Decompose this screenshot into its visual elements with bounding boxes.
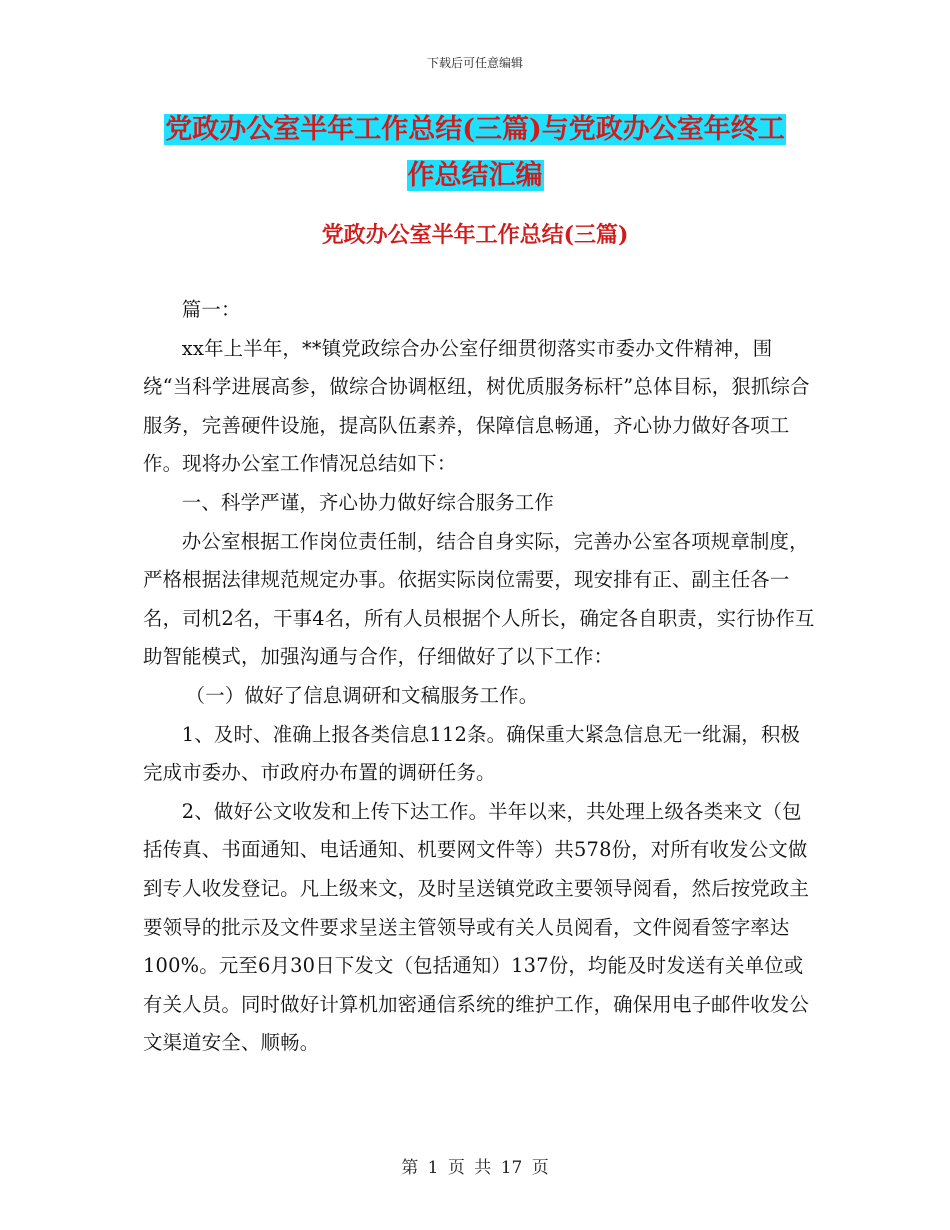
subsection-heading: （一）做好了信息调研和文稿服务工作。 xyxy=(185,683,539,707)
paragraph: 1、及时、准确上报各类信息112条。确保重大紧急信息无一纰漏，积极完成市委办、市政府办布置的调研任务。 xyxy=(143,722,801,785)
section-title: 党政办公室半年工作总结(三篇) xyxy=(321,222,629,248)
paragraph: xx年上半年，**镇党政综合办公室仔细贯彻落实市委办文件精神，围绕“当科学进展高参，做综合协调枢纽，树优质服务标杆”总体目标，狠抓综合服务，完善硬件设施，提高队伍素养，保障信息畅通，齐心协力做好各项工作。现将办公室工作情况总结如下： xyxy=(143,336,810,476)
paragraph: 2、做好公文收发和上传下达工作。半年以来，共处理上级各类来文（包括传真、书面通知、电话通知、机要网文件等）共578份，对所有收发公文做到专人收发登记。凡上级来文，及时呈送镇党政主要领导阅看，然后按党政主要领导的批示及文件要求呈送主管领导或有关人员阅看，文件阅看签字率达100%。元至6月30日下发文（包括通知）137份，均能及时发送有关单位或有关人员。同时做好计算机加密通信系统的维护工作，确保用电子邮件收发公文渠道安全、顺畅。 xyxy=(143,799,810,1055)
main-title-line1: 党政办公室半年工作总结(三篇)与党政办公室年终工 xyxy=(165,114,785,145)
main-title-line2: 作总结汇编 xyxy=(407,160,543,191)
section-heading: 一、科学严谨，齐心协力做好综合服务工作 xyxy=(181,490,555,514)
header-note: 下载后可任意编辑 xyxy=(426,56,523,70)
paragraph: 篇一： xyxy=(181,298,241,321)
page-footer: 第 1 页 共 17 页 xyxy=(401,1158,549,1178)
paragraph: 办公室根据工作岗位责任制，结合自身实际，完善办公室各项规章制度，严格根据法律规范规定办事。依据实际岗位需要，现安排有正、副主任各一名，司机2名，干事4名，所有人员根据个人所长，确定各自职责，实行协作互助智能模式，加强沟通与合作，仔细做好了以下工作： xyxy=(143,529,815,669)
main-title xyxy=(0,107,950,199)
body-text xyxy=(143,291,815,1063)
